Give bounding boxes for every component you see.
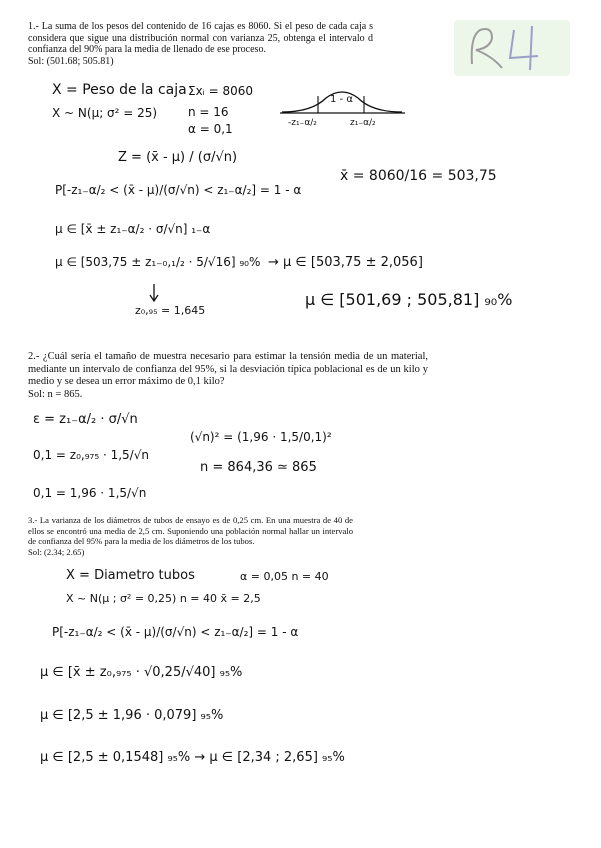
problem-3-statement: 3.- La varianza de los diámetros de tubos de ensayo es de 0,25 cm. En una muestra de 40 de ellos se encontró una media de 2,5 cm. Suponiendo una población normal hallar un intervalo de confianza del 95% para la media de los diámetros de los tubos. xyxy=(28,515,353,546)
p2-solve: (√n)² = (1,96 · 1,5/0,1)² xyxy=(190,430,332,444)
p3-prob: P[-z₁₋α/₂ < (x̄ - μ)/(σ/√n) < z₁₋α/₂] = 1 - α xyxy=(52,625,299,639)
problem-3 xyxy=(28,515,353,557)
problem-2 xyxy=(28,351,428,401)
p1-n: n = 16 xyxy=(188,105,229,119)
logo-stamp xyxy=(452,16,572,80)
p1-z-value: z₀,₉₅ = 1,645 xyxy=(135,304,206,317)
p1-z-stat: Z = (x̄ - μ) / (σ/√n) xyxy=(118,150,238,165)
p1-ci-sub: μ ∈ [503,75 ± z₁₋₀,₁/₂ · 5/√16] ₉₀% xyxy=(55,255,261,269)
p3-ci-sub: μ ∈ [2,5 ± 1,96 · 0,079] ₉₅% xyxy=(40,708,224,723)
p1-ci-general: μ ∈ [x̄ ± z₁₋α/₂ · σ/√n] ₁₋α xyxy=(55,222,211,236)
p1-dist: X ~ N(μ; σ² = 25) xyxy=(52,106,158,120)
p3-dist: X ~ N(μ ; σ² = 0,25) n = 40 x̄ = 2,5 xyxy=(66,592,261,605)
p2-err: ε = z₁₋α/₂ · σ/√n xyxy=(33,412,138,427)
p3-ci-general: μ ∈ [x̄ ± z₀,₉₇₅ · √0,25/√40] ₉₅% xyxy=(40,665,243,680)
p1-bell-left: -z₁₋α/₂ xyxy=(288,118,317,128)
p1-bell-right: z₁₋α/₂ xyxy=(350,118,376,128)
p3-params: α = 0,05 n = 40 xyxy=(240,570,329,583)
p2-err-sub: 0,1 = z₀,₉₇₅ · 1,5/√n xyxy=(33,448,149,462)
problem-3-solution: Sol: (2.34; 2.65) xyxy=(28,546,85,557)
p1-bell-center: 1 - α xyxy=(330,94,353,105)
p3-def-x: X = Diametro tubos xyxy=(66,568,195,583)
p1-mean: x̄ = 8060/16 = 503,75 xyxy=(340,168,497,184)
p1-prob: P[-z₁₋α/₂ < (x̄ - μ)/(σ/√n) < z₁₋α/₂] = 1 - α xyxy=(55,183,302,197)
p1-alpha: α = 0,1 xyxy=(188,122,233,136)
p2-result: n = 864,36 ≃ 865 xyxy=(200,460,317,475)
p1-sum: Σxᵢ = 8060 xyxy=(188,84,254,98)
p1-ci-result: μ ∈ [501,69 ; 505,81] ₉₀% xyxy=(305,290,513,309)
problem-2-statement: 2.- ¿Cuál sería el tamaño de muestra necesario para estimar la tensión media de un material, mediante un intervalo de confianza del 95%, si la desviación típica poblacional es de un kilo y medio y se desea un error máximo de 0,1 kilo? xyxy=(28,351,428,387)
p3-ci-result: μ ∈ [2,5 ± 0,1548] ₉₅% → μ ∈ [2,34 ; 2,65] ₉₅% xyxy=(40,750,345,765)
problem-1-solution: Sol: (501.68; 505.81) xyxy=(28,55,114,67)
problem-1-statement: 1.- La suma de los pesos del contenido de 16 cajas es 8060. Si el peso de cada caja s considera que sigue una distribución normal con varianza 25, obtenga el intervalo d confianza del 90% para la media de llenado de ese proceso. xyxy=(28,21,373,55)
p1-ci-step: → μ ∈ [503,75 ± 2,056] xyxy=(268,255,423,270)
problem-2-solution: Sol: n = 865. xyxy=(28,388,83,400)
arrow-down-icon xyxy=(148,283,160,303)
p1-def-x: X = Peso de la caja xyxy=(52,82,187,98)
problem-1 xyxy=(28,21,373,67)
p2-err-num: 0,1 = 1,96 · 1,5/√n xyxy=(33,486,147,500)
